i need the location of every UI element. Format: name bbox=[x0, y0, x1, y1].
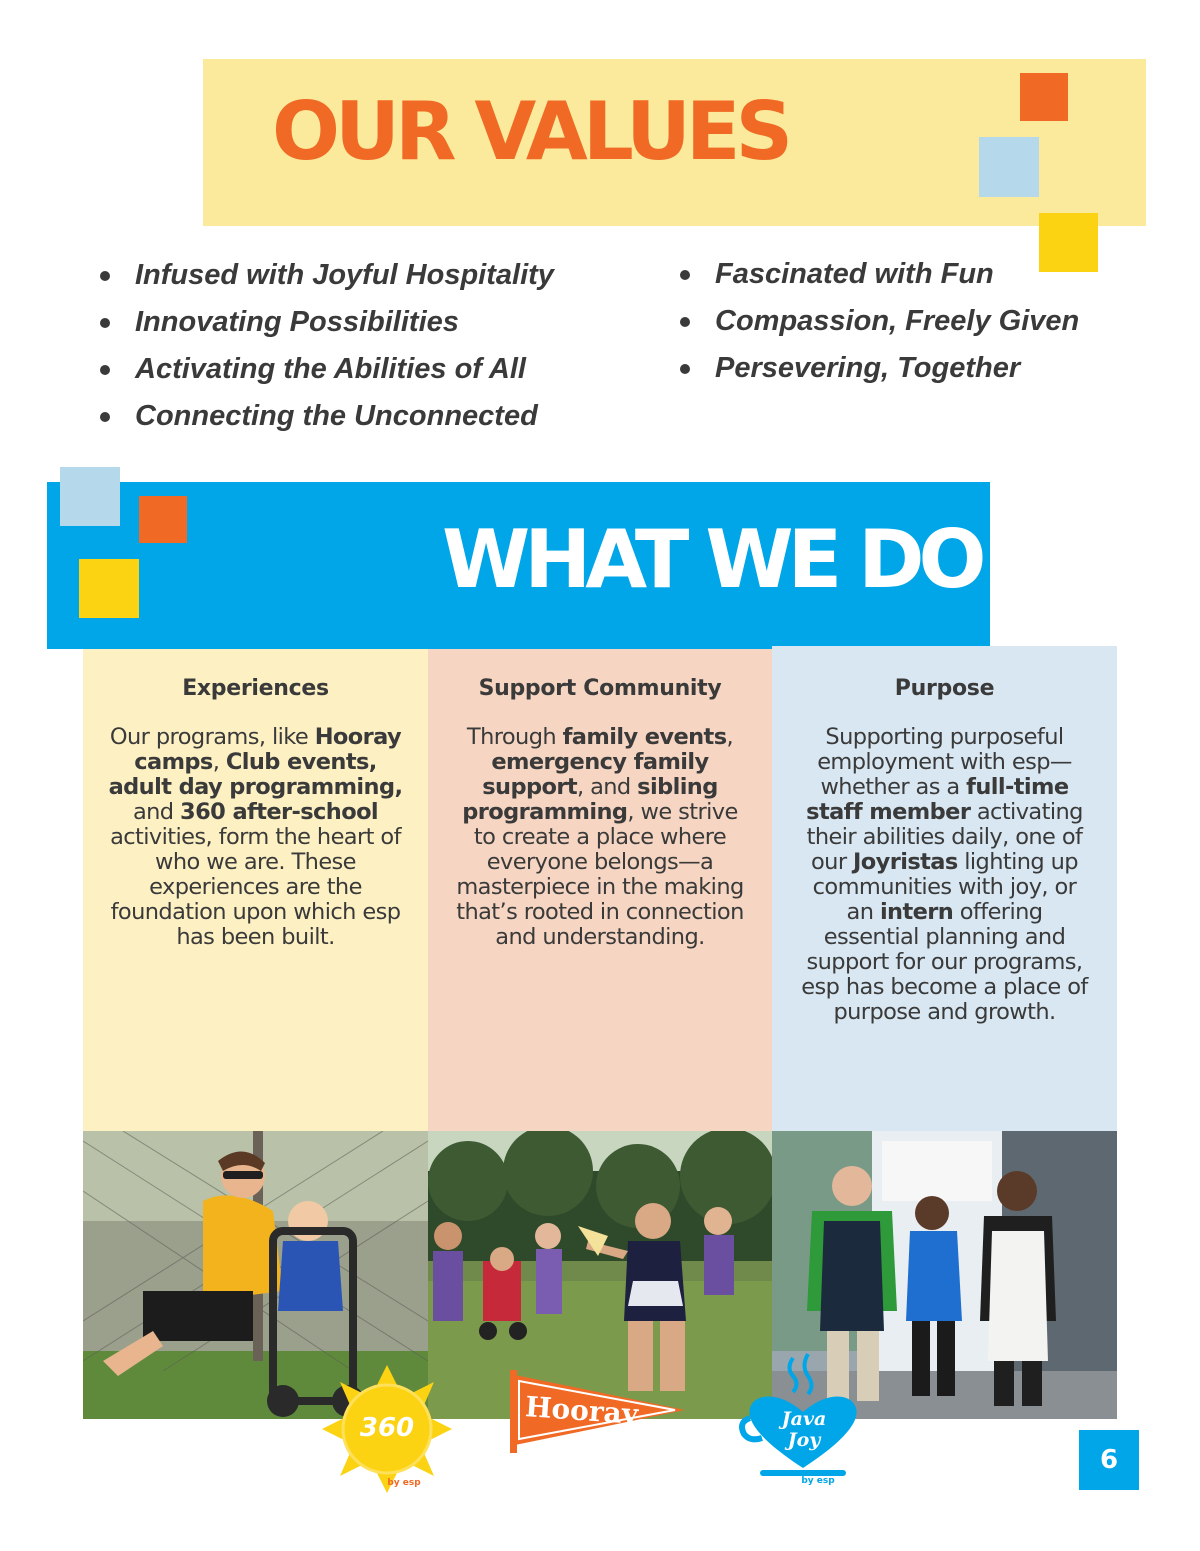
decor-square-blue bbox=[60, 467, 120, 526]
logo-360 bbox=[320, 1365, 455, 1495]
column-heading: Experiences bbox=[182, 676, 329, 701]
body-text: activating their abilities daily, one of our bbox=[806, 799, 1083, 875]
body-text: offering essential planning and support for our programs, esp has become a place of purpose and growth. bbox=[801, 899, 1088, 1025]
page-number: 6 bbox=[1079, 1430, 1139, 1490]
value-item: Infused with Joyful Hospitality bbox=[100, 257, 554, 304]
emphasis-text: sibling programming bbox=[462, 774, 718, 825]
logo-java-line2: Joy bbox=[787, 1429, 821, 1451]
body-text: , bbox=[726, 724, 734, 750]
body-text: Through bbox=[466, 724, 563, 750]
value-item: Persevering, Together bbox=[680, 350, 1079, 397]
decor-square-orange bbox=[139, 496, 187, 543]
body-text: , we strive to create a place where everyone belongs—a masterpiece in the making that’s rooted in connection and understanding. bbox=[456, 799, 744, 950]
logo-java-sub: by esp bbox=[801, 1476, 835, 1485]
logo-java-joy bbox=[738, 1350, 868, 1485]
value-item: Connecting the Unconnected bbox=[100, 398, 554, 445]
logo-hooray-sub: by esp bbox=[573, 1433, 607, 1443]
value-item: Fascinated with Fun bbox=[680, 256, 1079, 303]
body-text: and bbox=[132, 799, 181, 825]
decor-square-blue bbox=[979, 137, 1039, 197]
body-text: Our programs, like bbox=[109, 724, 315, 750]
value-item: Innovating Possibilities bbox=[100, 304, 554, 351]
values-list-right bbox=[680, 256, 1079, 397]
value-item: Activating the Abilities of All bbox=[100, 351, 554, 398]
emphasis-text: emergency family support bbox=[482, 749, 709, 800]
emphasis-text: family events bbox=[562, 724, 727, 750]
column-body bbox=[107, 725, 404, 950]
body-text: , bbox=[212, 749, 226, 775]
column-experiences bbox=[83, 649, 428, 1132]
emphasis-text: Club events, adult day programming, bbox=[108, 749, 403, 800]
logo-hooray-text: Hooray bbox=[524, 1390, 640, 1431]
column-body bbox=[796, 725, 1093, 1025]
emphasis-text: Hooray camps bbox=[134, 724, 402, 775]
logo-360-text: 360 bbox=[359, 1413, 415, 1443]
emphasis-text: intern bbox=[879, 899, 954, 925]
decor-square-orange bbox=[1020, 73, 1068, 121]
column-support-community bbox=[428, 649, 772, 1132]
body-text: Supporting purposeful employment with esp—whether as a bbox=[817, 724, 1072, 800]
column-purpose bbox=[772, 646, 1117, 1132]
decor-square-yellow bbox=[79, 559, 139, 618]
column-heading: Support Community bbox=[478, 676, 722, 701]
column-heading: Purpose bbox=[894, 676, 995, 701]
logo-java-line1: Java bbox=[781, 1408, 827, 1430]
what-we-do-title: WHAT WE DO bbox=[442, 513, 981, 606]
body-text: lighting up communities with joy, or an bbox=[812, 849, 1078, 925]
value-item: Compassion, Freely Given bbox=[680, 303, 1079, 350]
values-list-left bbox=[100, 257, 554, 445]
emphasis-text: full-time staff member bbox=[806, 774, 1069, 825]
column-body bbox=[452, 725, 748, 950]
values-title: OUR VALUES bbox=[272, 85, 789, 178]
emphasis-text: 360 after-school bbox=[180, 799, 379, 825]
logo-hooray bbox=[505, 1365, 690, 1455]
emphasis-text: Joyristas bbox=[853, 849, 958, 875]
body-text: , and bbox=[576, 774, 638, 800]
body-text: activities, form the heart of who we are. These experiences are the foundation upon which esp has been built. bbox=[110, 824, 401, 950]
logo-360-sub: by esp bbox=[387, 1478, 421, 1488]
